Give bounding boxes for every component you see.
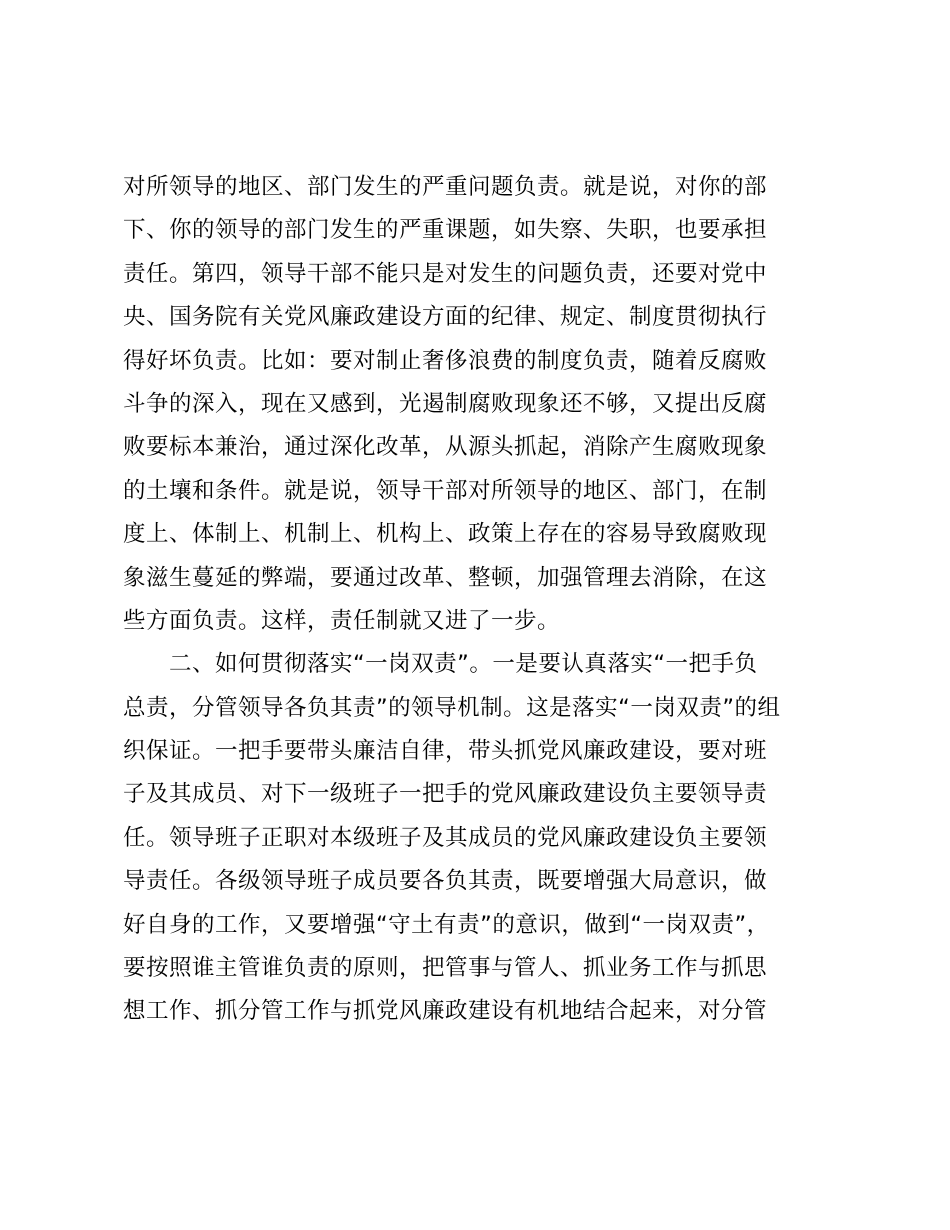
text-line: 想工作、抓分管工作与抓党风廉政建设有机地结合起来，对分管 (123, 998, 768, 1025)
text-line: 任。领导班子正职对本级班子及其成员的党风廉政建设负主要领 (123, 824, 768, 851)
text-line: 斗争的深入，现在又感到，光遏制腐败现象还不够，又提出反腐 (123, 390, 768, 417)
text-line: 得好坏负责。比如：要对制止奢侈浪费的制度负责，随着反腐败 (123, 347, 768, 374)
text-line: 央、国务院有关党风廉政建设方面的纪律、规定、制度贯彻执行 (123, 304, 768, 331)
text-line: 二、如何贯彻落实“一岗双责”。一是要认真落实“一把手负 (123, 651, 758, 678)
text-line: 度上、体制上、机制上、机构上、政策上存在的容易导致腐败现 (123, 521, 768, 548)
text-line: 导责任。各级领导班子成员要各负其责，既要增强大局意识，做 (123, 868, 768, 895)
body-text (123, 166, 843, 1034)
text-line: 责任。第四，领导干部不能只是对发生的问题负责，还要对党中 (123, 260, 768, 287)
text-line: 败要标本兼治，通过深化改革，从源头抓起，消除产生腐败现象 (123, 434, 768, 461)
text-line: 好自身的工作，又要增强“守土有责”的意识，做到“一岗双责”， (123, 911, 770, 938)
text-line: 些方面负责。这样，责任制就又进了一步。 (123, 607, 561, 634)
text-line: 的土壤和条件。就是说，领导干部对所领导的地区、部门，在制 (123, 477, 768, 504)
text-line: 总责，分管领导各负其责”的领导机制。这是落实“一岗双责”的组 (123, 694, 781, 721)
text-line: 要按照谁主管谁负责的原则，把管事与管人、抓业务工作与抓思 (123, 955, 768, 982)
text-line: 对所领导的地区、部门发生的严重问题负责。就是说，对你的部 (123, 174, 768, 200)
text-line: 下、你的领导的部门发生的严重课题，如失察、失职，也要承担 (123, 217, 768, 244)
text-line: 子及其成员、对下一级班子一把手的党风廉政建设负主要领导责 (123, 781, 768, 808)
text-line: 织保证。一把手要带头廉洁自律，带头抓党风廉政建设，要对班 (123, 738, 768, 765)
text-line: 象滋生蔓延的弊端，要通过改革、整顿，加强管理去消除，在这 (123, 564, 768, 591)
